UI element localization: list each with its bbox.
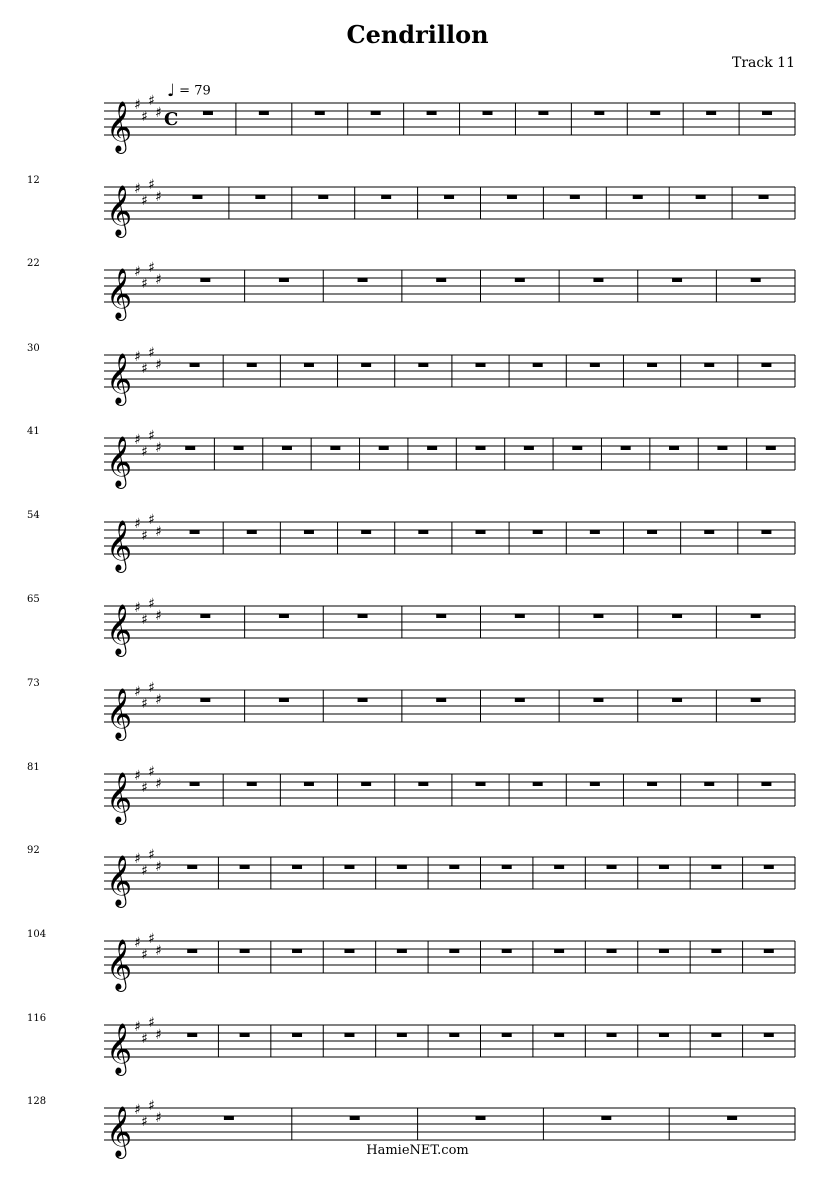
whole-rest [476,446,486,450]
whole-rest [554,865,564,869]
whole-rest [554,949,564,953]
whole-rest [279,614,289,618]
measure-number: 92 [27,845,40,856]
sharp-icon: ♯ [155,357,162,373]
whole-rest [247,530,257,534]
whole-rest [318,195,328,199]
whole-rest [200,278,210,282]
treble-clef-icon: 𝄞 [106,1106,133,1157]
sharp-icon: ♯ [134,516,141,532]
time-signature: C [164,109,179,130]
whole-rest [704,782,714,786]
measure-number: 73 [27,678,40,689]
sharp-icon: ♯ [134,432,141,448]
whole-rest [711,1033,721,1037]
whole-rest [524,446,534,450]
whole-rest [672,614,682,618]
whole-rest [766,446,776,450]
sharp-icon: ♯ [134,264,141,280]
tempo-value: = 79 [179,83,211,99]
whole-rest [240,949,250,953]
whole-rest [751,614,761,618]
sharp-icon: ♯ [148,1098,155,1114]
whole-rest [187,1033,197,1037]
treble-clef-icon: 𝄞 [106,1023,133,1074]
whole-rest [590,363,600,367]
sharp-icon: ♯ [141,947,148,963]
whole-rest [436,614,446,618]
whole-rest [358,278,368,282]
whole-rest [759,195,769,199]
measure-number: 22 [27,258,40,269]
sharp-icon: ♯ [141,193,148,209]
whole-rest [751,698,761,702]
whole-rest [418,530,428,534]
whole-rest [190,363,200,367]
sharp-icon: ♯ [148,847,155,863]
whole-rest [449,949,459,953]
whole-rest [607,865,617,869]
sharp-icon: ♯ [134,1102,141,1118]
treble-clef-icon: 𝄞 [106,520,133,571]
whole-rest [669,446,679,450]
sharp-icon: ♯ [148,931,155,947]
sharp-icon: ♯ [155,943,162,959]
whole-rest [515,278,525,282]
treble-clef-icon: 𝄞 [106,939,133,990]
whole-rest [570,195,580,199]
sharp-icon: ♯ [155,776,162,792]
sharp-icon: ♯ [134,684,141,700]
measure-number: 54 [27,510,40,521]
whole-rest [190,782,200,786]
sharp-icon: ♯ [134,768,141,784]
whole-rest [192,195,202,199]
sharp-icon: ♯ [155,105,162,121]
sharp-icon: ♯ [148,93,155,109]
whole-rest [601,1116,611,1120]
whole-rest [533,782,543,786]
sharp-icon: ♯ [148,177,155,193]
whole-rest [593,698,603,702]
whole-rest [361,530,371,534]
whole-rest [350,1116,360,1120]
whole-rest [538,111,548,115]
whole-rest [706,111,716,115]
whole-rest [764,949,774,953]
whole-rest [200,698,210,702]
whole-rest [436,698,446,702]
whole-rest [507,195,517,199]
sharp-icon: ♯ [134,97,141,113]
measure-number: 81 [27,762,40,773]
whole-rest [190,530,200,534]
whole-rest [476,363,486,367]
whole-rest [358,614,368,618]
sharp-icon: ♯ [155,1110,162,1126]
whole-rest [381,195,391,199]
whole-rest [607,949,617,953]
whole-rest [344,949,354,953]
whole-rest [449,865,459,869]
instrument-label: Track 11 [732,55,795,71]
whole-rest [379,446,389,450]
whole-rest [476,1116,486,1120]
whole-rest [672,698,682,702]
sharp-icon: ♯ [141,1114,148,1130]
whole-rest [476,782,486,786]
whole-rest [247,782,257,786]
whole-rest [397,865,407,869]
whole-rest [502,865,512,869]
sharp-icon: ♯ [141,863,148,879]
whole-rest [672,278,682,282]
whole-rest [292,949,302,953]
score-title: Cendrillon [346,20,489,49]
sharp-icon: ♯ [155,440,162,456]
whole-rest [764,1033,774,1037]
whole-rest [647,363,657,367]
sharp-icon: ♯ [134,349,141,365]
whole-rest [727,1116,737,1120]
whole-rest [436,278,446,282]
measure-number: 116 [27,1013,47,1024]
sharp-icon: ♯ [148,512,155,528]
whole-rest [292,1033,302,1037]
whole-rest [533,530,543,534]
whole-rest [304,363,314,367]
sharp-icon: ♯ [141,1031,148,1047]
whole-rest [483,111,493,115]
whole-rest [647,782,657,786]
whole-rest [224,1116,234,1120]
sharp-icon: ♯ [134,600,141,616]
sharp-icon: ♯ [134,181,141,197]
whole-rest [607,1033,617,1037]
whole-rest [704,363,714,367]
whole-rest [361,363,371,367]
sharp-icon: ♯ [141,780,148,796]
sharp-icon: ♯ [141,612,148,628]
sharp-icon: ♯ [155,272,162,288]
whole-rest [696,195,706,199]
sharp-icon: ♯ [148,428,155,444]
measure-number: 41 [27,426,40,437]
whole-rest [304,782,314,786]
sharp-icon: ♯ [155,1027,162,1043]
whole-rest [282,446,292,450]
whole-rest [418,782,428,786]
sharp-icon: ♯ [148,680,155,696]
sharp-icon: ♯ [141,696,148,712]
whole-rest [762,111,772,115]
whole-rest [427,111,437,115]
whole-rest [502,949,512,953]
whole-rest [761,782,771,786]
treble-clef-icon: 𝄞 [106,101,133,152]
footer-credit: HamieNET.com [366,1143,469,1158]
whole-rest [259,111,269,115]
whole-rest [761,530,771,534]
whole-rest [315,111,325,115]
whole-rest [659,949,669,953]
whole-rest [344,865,354,869]
whole-rest [515,698,525,702]
whole-rest [764,865,774,869]
whole-rest [704,530,714,534]
whole-rest [633,195,643,199]
sharp-icon: ♯ [148,596,155,612]
sharp-icon: ♯ [148,1015,155,1031]
sharp-icon: ♯ [148,345,155,361]
measure-number: 12 [27,175,40,186]
whole-rest [292,865,302,869]
treble-clef-icon: 𝄞 [106,185,133,236]
whole-rest [659,1033,669,1037]
measure-number: 128 [27,1096,47,1107]
whole-rest [590,782,600,786]
whole-rest [371,111,381,115]
sharp-icon: ♯ [148,260,155,276]
treble-clef-icon: 𝄞 [106,353,133,404]
whole-rest [594,111,604,115]
measure-number: 30 [27,343,40,354]
sharp-icon: ♯ [155,859,162,875]
whole-rest [427,446,437,450]
whole-rest [593,614,603,618]
sharp-icon: ♯ [155,189,162,205]
whole-rest [203,111,213,115]
whole-rest [711,865,721,869]
sharp-icon: ♯ [141,361,148,377]
whole-rest [533,363,543,367]
whole-rest [187,949,197,953]
sharp-icon: ♯ [155,524,162,540]
whole-rest [200,614,210,618]
sharp-icon: ♯ [134,935,141,951]
whole-rest [185,446,195,450]
treble-clef-icon: 𝄞 [106,688,133,739]
whole-rest [751,278,761,282]
whole-rest [502,1033,512,1037]
whole-rest [659,865,669,869]
whole-rest [444,195,454,199]
whole-rest [761,363,771,367]
measure-number: 65 [27,594,40,605]
whole-rest [344,1033,354,1037]
sharp-icon: ♯ [141,109,148,125]
sharp-icon: ♯ [141,444,148,460]
whole-rest [554,1033,564,1037]
sharp-icon: ♯ [134,1019,141,1035]
whole-rest [397,949,407,953]
quarter-note-icon: ♩ [167,81,176,101]
treble-clef-icon: 𝄞 [106,268,133,319]
whole-rest [361,782,371,786]
whole-rest [240,865,250,869]
sharp-icon: ♯ [155,692,162,708]
whole-rest [647,530,657,534]
treble-clef-icon: 𝄞 [106,604,133,655]
treble-clef-icon: 𝄞 [106,855,133,906]
treble-clef-icon: 𝄞 [106,436,133,487]
whole-rest [240,1033,250,1037]
whole-rest [304,530,314,534]
sharp-icon: ♯ [141,276,148,292]
whole-rest [418,363,428,367]
whole-rest [358,698,368,702]
sharp-icon: ♯ [148,764,155,780]
whole-rest [279,698,289,702]
whole-rest [279,278,289,282]
sharp-icon: ♯ [141,528,148,544]
measure-number: 104 [27,929,47,940]
sharp-icon: ♯ [134,851,141,867]
treble-clef-icon: 𝄞 [106,772,133,823]
whole-rest [449,1033,459,1037]
whole-rest [593,278,603,282]
whole-rest [590,530,600,534]
whole-rest [621,446,631,450]
whole-rest [711,949,721,953]
whole-rest [234,446,244,450]
whole-rest [247,363,257,367]
sharp-icon: ♯ [155,608,162,624]
whole-rest [572,446,582,450]
whole-rest [717,446,727,450]
whole-rest [476,530,486,534]
whole-rest [650,111,660,115]
whole-rest [187,865,197,869]
whole-rest [255,195,265,199]
whole-rest [397,1033,407,1037]
whole-rest [330,446,340,450]
whole-rest [515,614,525,618]
